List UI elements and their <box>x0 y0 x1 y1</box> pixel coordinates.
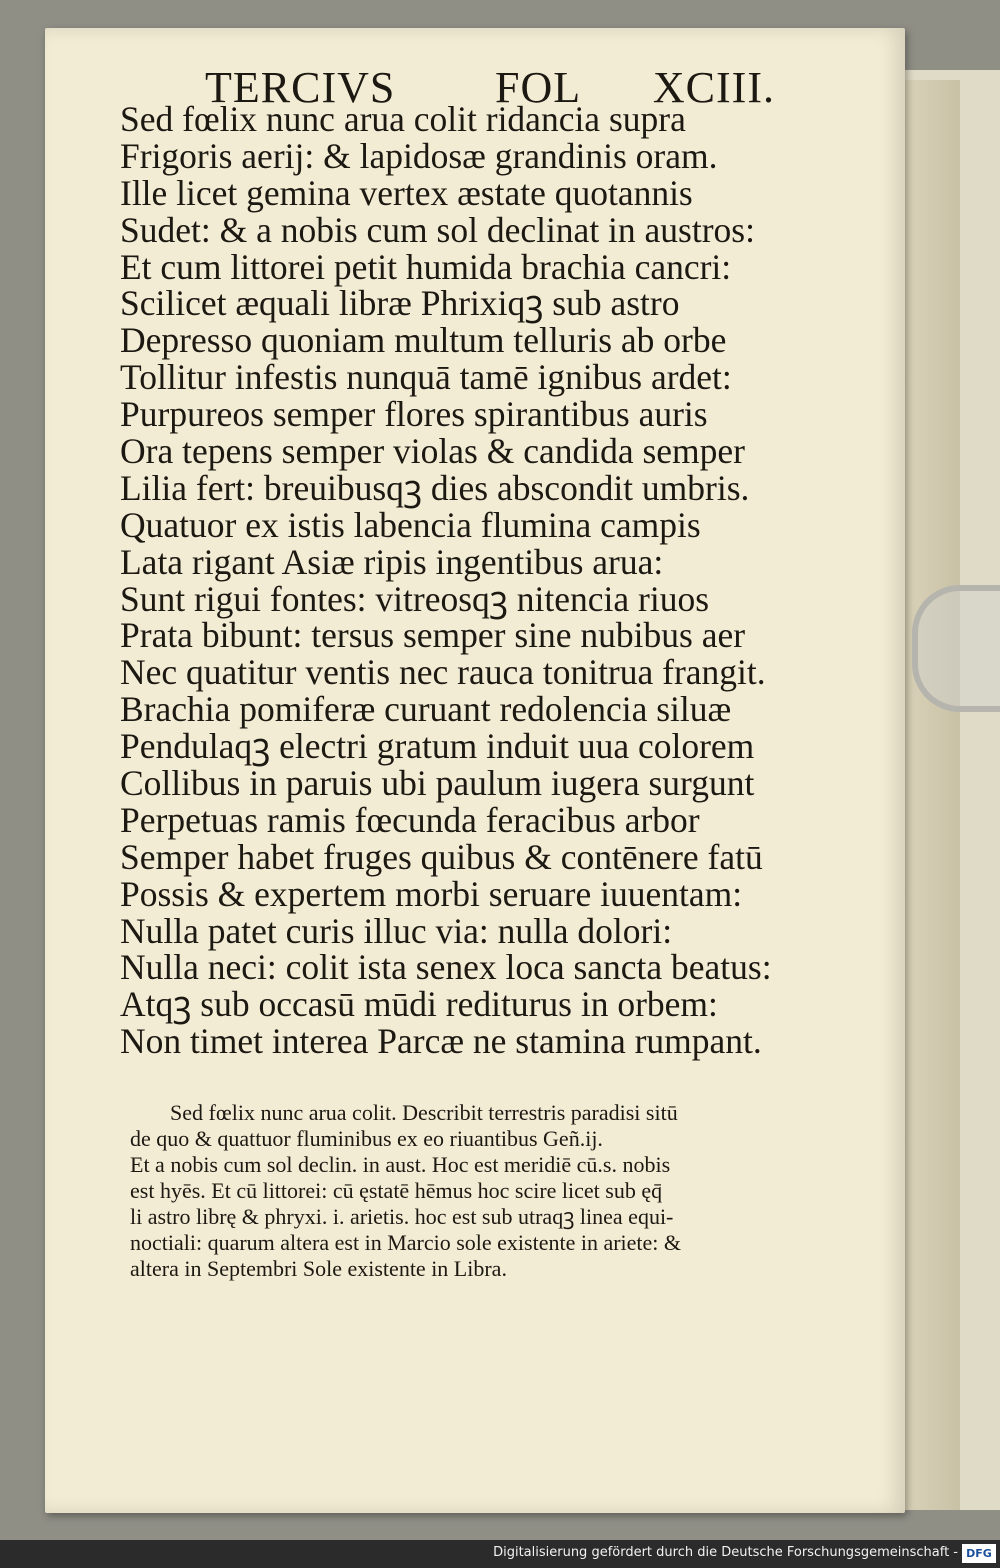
verse-line: Sudet: & a nobis cum sol declinat in austros: <box>120 209 755 250</box>
commentary-line: li astro librę & phryxi. i. arietis. hoc est sub utraqꝫ linea equi- <box>130 1204 674 1229</box>
verse-line: Nulla patet curis illuc via: nulla dolori: <box>120 910 673 951</box>
verse-line: Depresso quoniam multum telluris ab orbe <box>120 320 727 361</box>
verse-line: Prata bibunt: tersus semper sine nubibus aer <box>120 615 746 656</box>
funding-credit: Digitalisierung gefördert durch die Deutsche Forschungsgemeinschaft - <box>493 1545 958 1560</box>
verse-line: Ille licet gemina vertex æstate quotannis <box>120 172 693 213</box>
verse-line: Sunt rigui fontes: vitreosqꝫ nitencia riuos <box>120 578 710 619</box>
running-head-center: FOL <box>495 63 582 112</box>
commentary-line: est hyēs. Et cū littorei: cū ęstatē hēmus hoc scire licet sub ęq̄ <box>130 1178 663 1203</box>
commentary-line: Et a nobis cum sol declin. in aust. Hoc est meridiē cū.s. nobis <box>130 1152 671 1177</box>
verse-line: Pendulaqꝫ electri gratum induit uua colorem <box>120 726 755 767</box>
verse-line: Et cum littorei petit humida brachia cancri: <box>120 246 732 287</box>
verse-line: Ora tepens semper violas & candida semper <box>120 431 745 472</box>
verse-line: Brachia pomiferæ curuant redolencia siluæ <box>120 689 732 730</box>
verse-line: Semper habet fruges quibus & contēnere fatū <box>120 836 763 877</box>
commentary-line: de quo & quattuor fluminibus ex eo riuantibus Geñ.ij. <box>130 1126 603 1151</box>
verse-line: Frigoris aerij: & lapidosæ grandinis oram. <box>120 135 718 176</box>
commentary-line: noctiali: quarum altera est in Marcio sole existente in ariete: & <box>130 1230 682 1255</box>
verse-line: Purpureos semper flores spirantibus auris <box>120 394 708 435</box>
verse-line: Lata rigant Asiæ ripis ingentibus arua: <box>120 541 664 582</box>
running-head-left: TERCIVS <box>205 63 396 112</box>
verse-line: Quatuor ex istis labencia flumina campis <box>120 504 701 545</box>
commentary-line: Sed fœlix nunc arua colit. Describit terrestris paradisi sitū <box>170 1100 678 1125</box>
verse-line: Tollitur infestis nunquā tamē ignibus ardet: <box>120 357 732 398</box>
verse-line: Nulla neci: colit ista senex loca sancta beatus: <box>120 947 772 988</box>
verse-line: Atqꝫ sub occasū mūdi rediturus in orbem: <box>120 984 718 1025</box>
commentary-block <box>130 1100 810 1282</box>
commentary-line: altera in Septembri Sole existente in Libra. <box>130 1256 507 1281</box>
verse-line: Possis & expertem morbi seruare iuuentam: <box>120 873 743 914</box>
page-clip <box>912 585 1000 712</box>
verse-line: Collibus in paruis ubi paulum iugera surgunt <box>120 763 755 804</box>
folio-number: XCIII. <box>652 63 775 112</box>
verse-line: Non timet interea Parcæ ne stamina rumpant. <box>120 1021 762 1062</box>
dfg-logo-icon: DFG <box>962 1544 996 1563</box>
verse-line: Lilia fert: breuibusqꝫ dies abscondit umbris. <box>120 467 750 508</box>
page-edges <box>900 80 960 1510</box>
verse-line: Perpetuas ramis fœcunda feracibus arbor <box>120 799 700 840</box>
verse-line: Sed fœlix nunc arua colit ridancia supra <box>120 99 686 139</box>
verse-line: Scilicet æquali libræ Phrixiqꝫ sub astro <box>120 283 680 324</box>
verse-block <box>120 101 820 1060</box>
verse-line: Nec quatitur ventis nec rauca tonitrua frangit. <box>120 652 766 693</box>
digitization-footer <box>0 1540 1000 1568</box>
